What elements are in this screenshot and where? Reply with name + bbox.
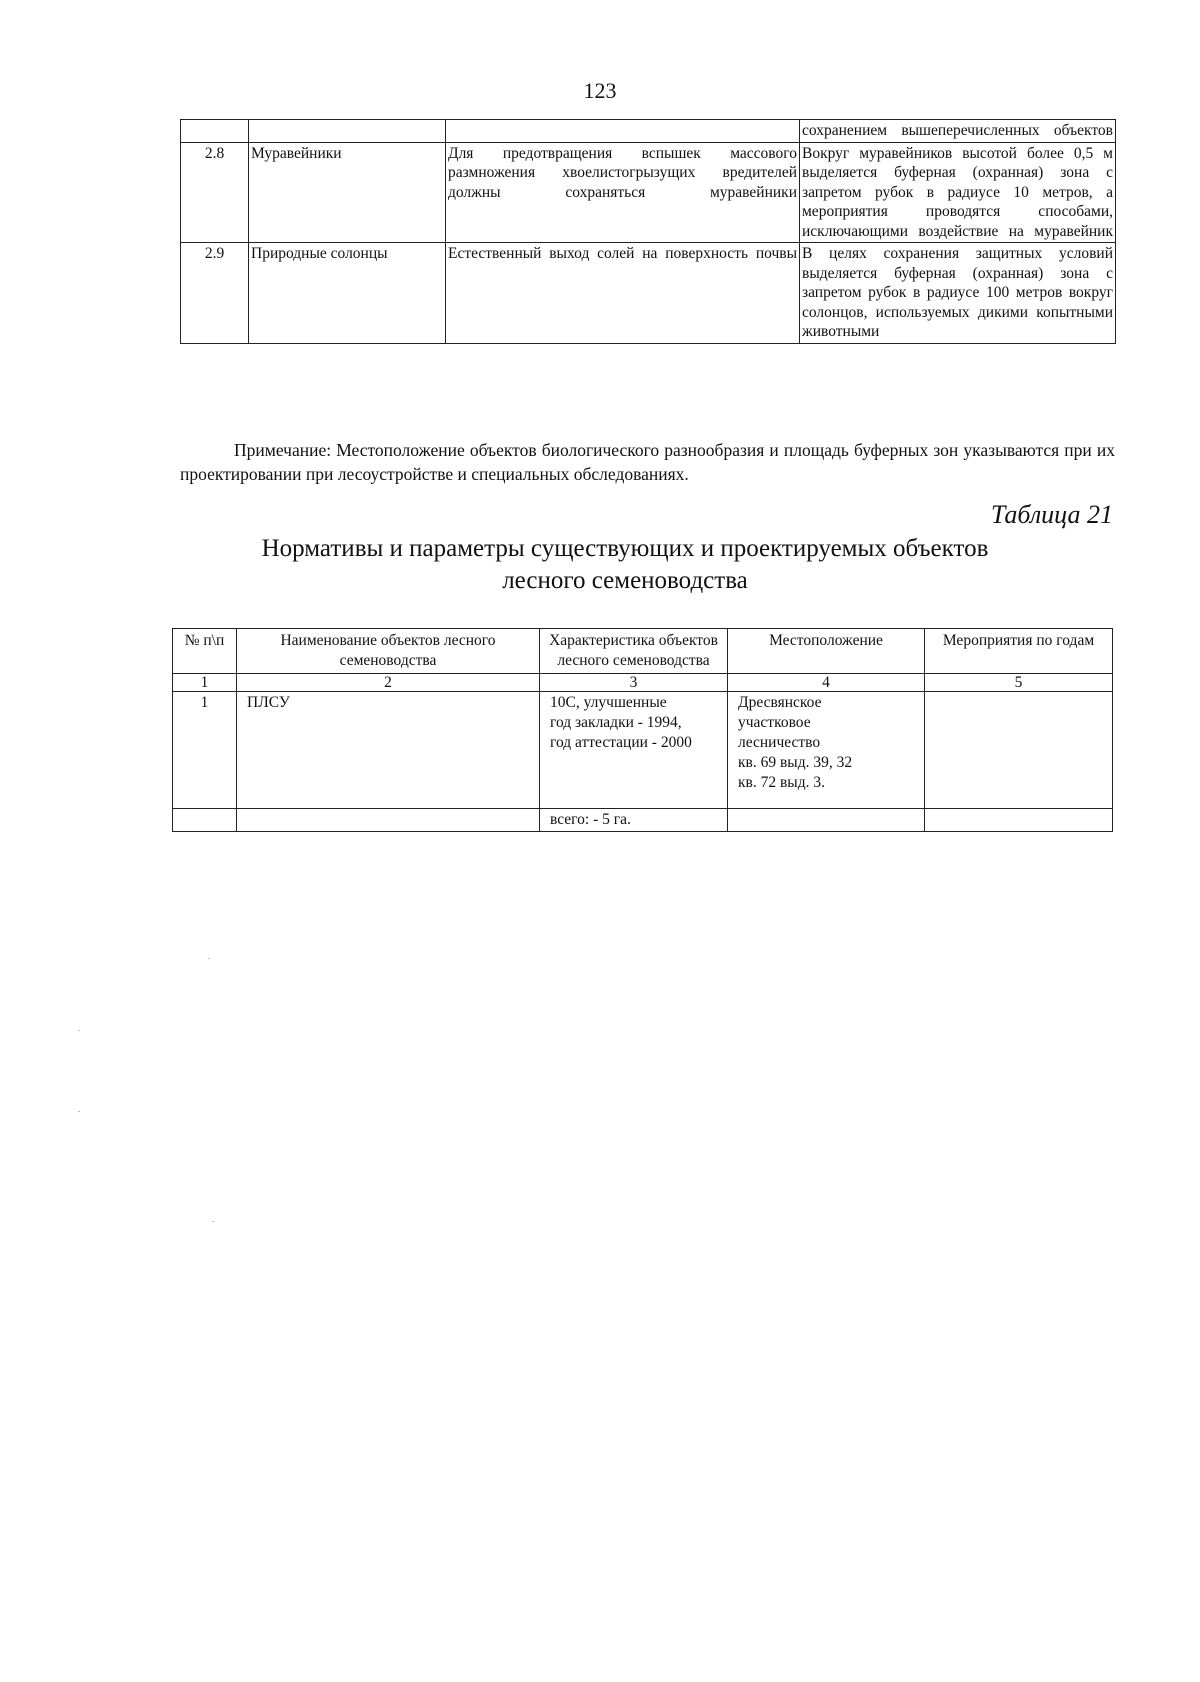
table-label: Таблица 21 xyxy=(990,500,1113,529)
object-measures: Вокруг муравейников высотой более 0,5 м выделяется буферная (охранная) зона с запретом рубок в радиусе 10 метров, а мероприятия проводятся способами, исключающими воздействие на муравейник xyxy=(800,142,1116,243)
column-number: 5 xyxy=(925,674,1113,692)
table-row xyxy=(181,120,1116,143)
object-name: Муравейники xyxy=(249,142,446,243)
table-note: Примечание: Местоположение объектов биологического разнообразия и площадь буферных зон указываются при их проектировании при лесоустройстве и специальных обследованиях. xyxy=(180,439,1115,484)
table-row xyxy=(181,142,1116,243)
total-row xyxy=(173,809,1113,832)
object-name: Природные солонцы xyxy=(249,243,446,344)
location-line: кв. 72 выд. 3. xyxy=(738,774,825,791)
characteristic-line: 10С, улучшенные xyxy=(550,694,667,711)
column-header: Местоположение xyxy=(728,629,925,674)
column-number: 3 xyxy=(540,674,728,692)
column-number: 4 xyxy=(728,674,925,692)
total-value: всего: - 5 га. xyxy=(540,809,728,832)
row-number: 1 xyxy=(173,692,237,809)
row-number xyxy=(181,120,249,143)
row-number: 2.8 xyxy=(181,142,249,243)
object-location xyxy=(728,692,925,809)
object-description: Естественный выход солей на поверхность почвы xyxy=(446,243,800,344)
scan-speck xyxy=(208,958,210,959)
scan-speck xyxy=(78,1030,80,1031)
scan-speck xyxy=(212,1221,214,1222)
column-header: Мероприятия по годам xyxy=(925,629,1113,674)
column-number-row xyxy=(173,674,1113,692)
page-number: 123 xyxy=(583,78,617,103)
header-row xyxy=(173,629,1113,674)
column-header: Характеристика объектов лесного семеноводства xyxy=(540,629,728,674)
location-line: лесничество xyxy=(738,734,821,751)
object-measures xyxy=(925,692,1113,809)
table-title-line: Нормативы и параметры существующих и проектируемых объектов xyxy=(261,535,989,562)
column-header: Наименование объектов лесного семеноводства xyxy=(237,629,540,674)
object-characteristic xyxy=(540,692,728,809)
table-title xyxy=(150,533,1100,597)
table-title-line: лесного семеноводства xyxy=(502,567,748,594)
object-description xyxy=(446,120,800,143)
column-number: 1 xyxy=(173,674,237,692)
biodiversity-objects-table-continuation xyxy=(180,119,1116,344)
table-row xyxy=(181,243,1116,344)
column-number: 2 xyxy=(237,674,540,692)
column-header: № п\п xyxy=(173,629,237,674)
object-description: Для предотвращения вспышек массового размножения хвоелистогрызущих вредителей должны сохраняться муравейники xyxy=(446,142,800,243)
object-name xyxy=(249,120,446,143)
location-line: кв. 69 выд. 39, 32 xyxy=(738,754,853,771)
object-name: ПЛСУ xyxy=(237,692,540,809)
object-measures: В целях сохранения защитных условий выделяется буферная (охранная) зона с запретом рубок в радиусе 100 метров вокруг солонцов, используемых дикими копытными животными xyxy=(800,243,1116,344)
seed-production-objects-table xyxy=(172,628,1113,832)
characteristic-line: год закладки - 1994, xyxy=(550,714,682,731)
row-number: 2.9 xyxy=(181,243,249,344)
object-measures: сохранением вышеперечисленных объектов xyxy=(800,120,1116,143)
scan-speck xyxy=(78,1111,80,1112)
location-line: участковое xyxy=(738,714,811,731)
characteristic-line: год аттестации - 2000 xyxy=(550,734,692,751)
table-row xyxy=(173,692,1113,809)
location-line: Дресвянское xyxy=(738,694,822,711)
